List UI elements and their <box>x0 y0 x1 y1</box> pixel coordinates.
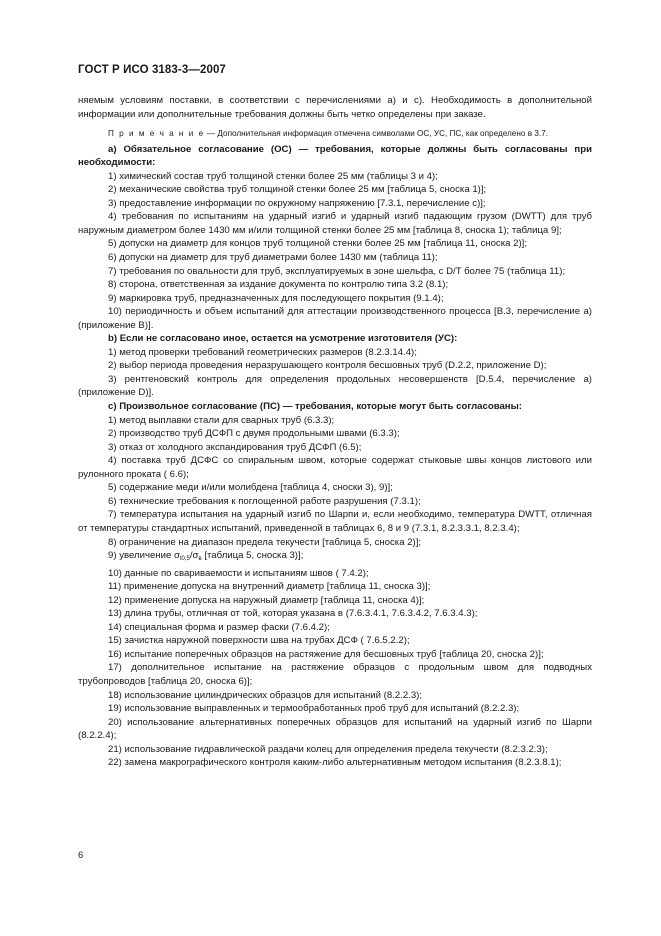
list-item: 15) зачистка наружной поверхности шва на трубах ДСФ ( 7.6.5.2.2); <box>108 635 410 647</box>
list-item: 5) допуски на диаметр для концов труб толщиной стенки более 25 мм [таблица 11, сноска 2)]; <box>108 238 527 250</box>
list-item: 2) производство труб ДСФП с двумя продольными швами (6.3.3); <box>108 428 400 440</box>
intro-paragraph: няемым условиям поставки, в соответствии с перечислениями а) и с). Необходимость в дополнительной информации или дополнительные требования должны быть четко определены при заказе. <box>78 95 592 120</box>
list-item: 19) использование выправленных и термообработанных проб труб для испытаний (8.2.2.3); <box>108 703 520 715</box>
list-item: 18) использование цилиндрических образцов для испытаний (8.2.2.3); <box>108 689 423 701</box>
list-item: 2) механические свойства труб толщиной стенки более 25 мм [таблица 5, сноска 1)]; <box>108 184 487 196</box>
section-a-list <box>78 170 592 333</box>
list-item: 3) предоставление информации по окружному напряжению [7.3.1, перечисление с)]; <box>108 197 486 209</box>
list-item: 10) данные по свариваемости и испытаниям швов ( 7.4.2); <box>108 567 369 579</box>
list-item: 21) использование гидравлической раздачи колец для определения предела текучести (8.2.3.2.3); <box>108 743 548 755</box>
note <box>78 127 592 141</box>
section-c-heading: с) Произвольное согласование (ПС) — требования, которые могут быть согласованы: <box>108 401 522 413</box>
list-item: 8) сторона, ответственная за издание документа по контролю типа 3.2 (8.1); <box>108 279 449 291</box>
list-item: 3) отказ от холодного экспандирования труб ДСФП (6.5); <box>108 441 362 453</box>
list-item: 4) поставка труб ДСФС со спиральным швом, которые содержат стыковые швы концов листового или рулонного проката ( 6.6); <box>78 455 592 480</box>
list-item: 6) допуски на диаметр для труб диаметрами более 1430 мм (таблица 11); <box>108 252 438 264</box>
note-label: П р и м е ч а н и е <box>108 129 205 139</box>
list-item: 7) требования по овальности для труб, эксплуатируемых в зоне шельфа, с D/T более 75 (таблица 11); <box>108 265 566 277</box>
list-item: 3) рентгеновский контроль для определения продольных несовершенств [D.5.4, перечисление а) (приложение D)]. <box>78 373 592 399</box>
section-b-heading: b) Если не согласовано иное, остается на усмотрение изготовителя (УС): <box>108 333 458 345</box>
list-item: 17) дополнительное испытание на растяжение образцов с продольным швом для подводных трубопроводов [таблица 20, сноска 6)]; <box>78 662 592 687</box>
list-item: 12) применение допуска на наружный диаметр [таблица 11, сноска 4)]; <box>108 594 425 606</box>
document-header: ГОСТ Р ИСО 3183-3—2007 <box>78 64 226 76</box>
list-item: 13) длина трубы, отличная от той, которая указана в (7.6.3.4.1, 7.6.3.4.2, 7.6.3.4.3); <box>108 608 478 620</box>
section-a-heading: а) Обязательное согласование (ОС) — требования, которые должны быть согласованы при необходимости: <box>78 143 592 169</box>
list-item: 1) метод выплавки стали для сварных труб (6.3.3); <box>108 414 335 426</box>
list-item: 7) температура испытания на ударный изгиб по Шарпи и, если необходимо, температура DWTT, отличная от температуры стандартных испытаний, приведенной в таблицах 6, 8 и 9 (7.3.1, 8.2.3.3.1, 8.2.3.4); <box>78 509 592 534</box>
list-item: 1) метод проверки требований геометрических размеров (8.2.3.14.4); <box>108 346 417 358</box>
note-text: — Дополнительная информация отмечена символами ОС, УС, ПС, как определено в 3.7. <box>204 129 548 139</box>
list-item: 2) выбор периода проведения неразрушающего контроля бесшовных труб (D.2.2, приложение D); <box>108 360 547 372</box>
page-number: 6 <box>78 850 84 861</box>
list-item: 16) испытание поперечных образцов на растяжение для бесшовных труб [таблица 20, сноска 2)]; <box>108 648 544 660</box>
list-item: 11) применение допуска на внутренний диаметр [таблица 11, сноска 3)]; <box>108 581 431 593</box>
list-item: 5) содержание меди и/или молибдена [таблица 4, сноски 3), 9)]; <box>108 482 393 494</box>
list-item: 8) ограничение на диапазон предела текучести [таблица 5, сноска 2)]; <box>108 536 422 548</box>
list-item: 14) специальная форма и размер фаски (7.6.4.2); <box>108 621 330 633</box>
list-item: 20) использование альтернативных поперечных образцов для испытаний на ударный изгиб по Шарпи (8.2.2.4); <box>78 716 592 742</box>
list-item: 9) маркировка труб, предназначенных для последующего покрытия (9.1.4); <box>108 292 444 304</box>
section-c-list <box>78 414 592 770</box>
list-item: 6) технические требования к поглощенной работе разрушения (7.3.1); <box>108 495 421 507</box>
section-b-list <box>78 346 592 400</box>
list-item: 1) химический состав труб толщиной стенки более 25 мм (таблицы 3 и 4); <box>108 170 438 182</box>
list-item: 9) увеличение $\sigma_{t0,5}/\sigma_в$ [таблица 5, сноска 3)]; <box>108 550 304 563</box>
list-item: 4) требования по испытаниям на ударный изгиб и ударный изгиб падающим грузом (DWTT) для труб наружным диаметром более 1430 мм и/или толщиной стенки более 25 мм [таблица 8, сноска 1); таблица 9]; <box>78 211 592 236</box>
document-body <box>78 94 592 770</box>
list-item: 10) периодичность и объем испытаний для аттестации производственного процесса [В.3, перечисление а) (приложение В)]. <box>78 306 592 331</box>
list-item: 22) замена макрографического контроля каким-либо альтернативным методом испытания (8.2.3.8.1); <box>108 757 562 769</box>
